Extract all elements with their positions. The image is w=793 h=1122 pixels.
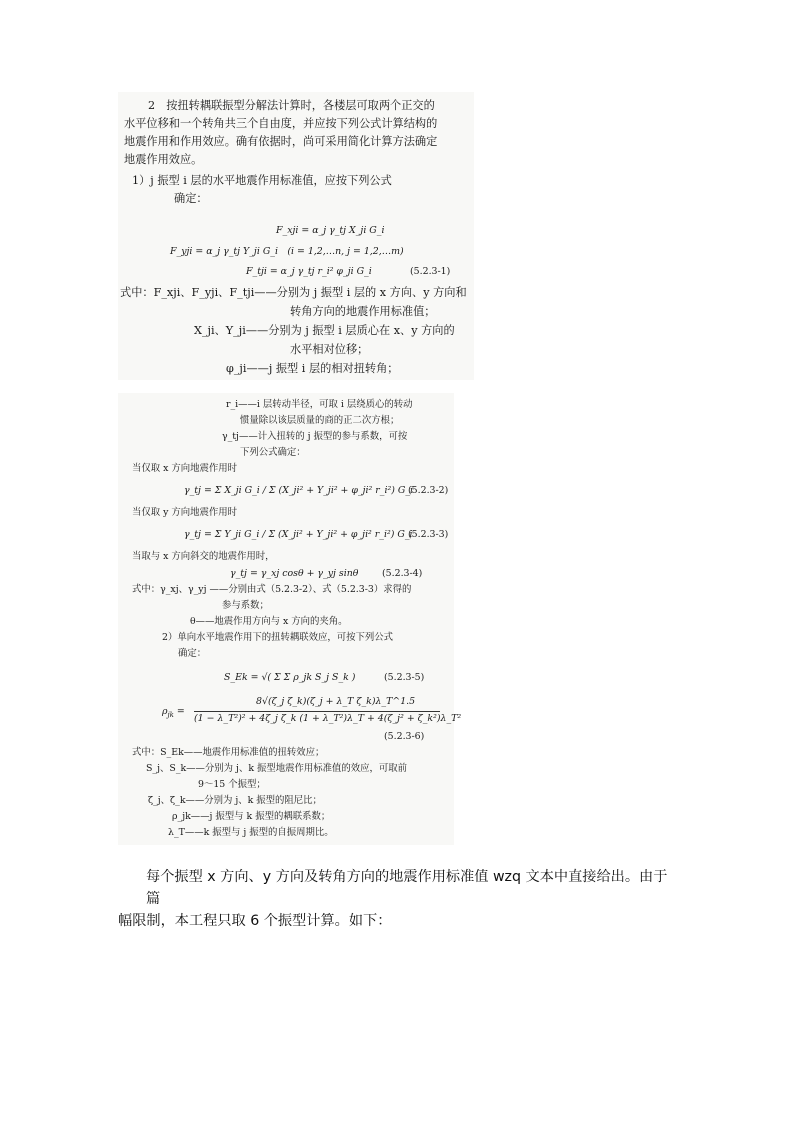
where-line: λ_T——k 振型与 j 振型的自振周期比。 [168, 827, 334, 838]
where-line: θ——地震作用方向与 x 方向的夹角。 [190, 616, 348, 627]
where-line: 参与系数； [222, 600, 269, 611]
para-line: 地震作用效应。 [124, 153, 203, 166]
rho-symbol: $\rho_{jk}$ = [162, 706, 185, 719]
equation-gamma-y: γ_tj = Σ Y_ji G_i / Σ (X_ji² + Y_ji² + φ_ji² r_i²) G_i [184, 529, 413, 540]
item-heading-cont: 确定： [174, 192, 208, 205]
where-line: X_ji、Y_ji——分别为 j 振型 i 层质心在 x、y 方向的 [194, 324, 455, 337]
condition-oblique: 当取与 x 方向斜交的地震作用时， [132, 551, 275, 562]
body-line: 幅限制，本工程只取 6 个振型计算。如下： [118, 913, 392, 929]
where-line: γ_tj——计入扭转的 j 振型的参与系数，可按 [222, 431, 408, 442]
where-line: 水平相对位移； [290, 343, 369, 356]
where-line: r_i——i 层转动半径，可取 i 层绕质心的转动 [226, 399, 413, 410]
condition-x: 当仅取 x 方向地震作用时 [132, 463, 237, 474]
item-heading: 1）j 振型 i 层的水平地震作用标准值，应按下列公式 [132, 174, 392, 187]
equation-rho-numerator: 8√(ζ_j ζ_k)(ζ_j + λ_T ζ_k)λ_T^1.5 [256, 696, 416, 707]
where-line: S_j、S_k——分别为 j、k 振型地震作用标准值的效应，可取前 [146, 763, 407, 774]
where-line: 9～15 个振型； [198, 779, 266, 790]
para-line: 2 按扭转耦联振型分解法计算时，各楼层可取两个正交的 [148, 99, 435, 112]
equation-rho-denominator: (1 − λ_T²)² + 4ζ_j ζ_k (1 + λ_T²)λ_T + 4(ζ_j² + ζ_k²)λ_T² [194, 713, 462, 724]
where-line: ζ_j、ζ_k——分别为 j、k 振型的阻尼比； [148, 795, 322, 806]
where-line: 式中：F_xji、F_yji、F_tji——分别为 j 振型 i 层的 x 方向、y 方向和 [120, 286, 467, 299]
body-paragraph [118, 866, 678, 932]
item-heading-cont: 确定： [178, 648, 207, 659]
equation-fx: F_xji = α_j γ_tj X_ji G_i [276, 225, 385, 236]
fraction-bar [194, 711, 440, 712]
equation-number: (5.2.3-2) [408, 485, 449, 496]
where-line: φ_ji——j 振型 i 层的相对扭转角； [226, 362, 399, 375]
equation-gamma-theta: γ_tj = γ_xj cosθ + γ_yj sinθ [230, 568, 359, 579]
where-line: 式中：S_Ek——地震作用标准值的扭转效应； [132, 747, 325, 758]
equation-number: (5.2.3-3) [408, 529, 449, 540]
equation-number: (5.2.3-5) [384, 672, 425, 683]
para-line: 水平位移和一个转角共三个自由度，并应按下列公式计算结构的 [124, 117, 438, 130]
equation-number: (5.2.3-6) [384, 731, 425, 742]
item-heading: 2）单向水平地震作用下的扭转耦联效应，可按下列公式 [162, 632, 393, 643]
equation-number: (5.2.3-4) [382, 568, 423, 579]
scanned-excerpt-1 [118, 92, 474, 380]
where-line: 下列公式确定： [240, 447, 306, 458]
where-line: ρ_jk——j 振型与 k 振型的耦联系数； [172, 811, 331, 822]
where-line: 式中：γ_xj、γ_yj ——分别由式（5.2.3-2）、式（5.2.3-3）求得的 [132, 584, 412, 595]
para-line: 地震作用和作用效应。确有依据时，尚可采用简化计算方法确定 [124, 135, 438, 148]
condition-y: 当仅取 y 方向地震作用时 [132, 507, 238, 518]
where-line: 转角方向的地震作用标准值； [290, 305, 436, 318]
equation-sek: S_Ek = √( Σ Σ ρ_jk S_j S_k ) [224, 672, 356, 683]
equation-gamma-x: γ_tj = Σ X_ji G_i / Σ (X_ji² + Y_ji² + φ_ji² r_i²) G_i [184, 485, 414, 496]
equation-number: (5.2.3-1) [410, 266, 451, 277]
body-line: 每个振型 x 方向、y 方向及转角方向的地震作用标准值 wzq 文本中直接给出。由于篇 [146, 869, 668, 907]
scanned-excerpt-2 [118, 393, 462, 845]
where-line: 惯量除以该层质量的商的正二次方根； [240, 415, 400, 426]
equation-ft: F_tji = α_j γ_tj r_i² φ_ji G_i [246, 266, 372, 277]
equation-fy: F_yji = α_j γ_tj Y_ji G_i (i = 1,2,…n, j = 1,2,…m) [170, 246, 404, 257]
